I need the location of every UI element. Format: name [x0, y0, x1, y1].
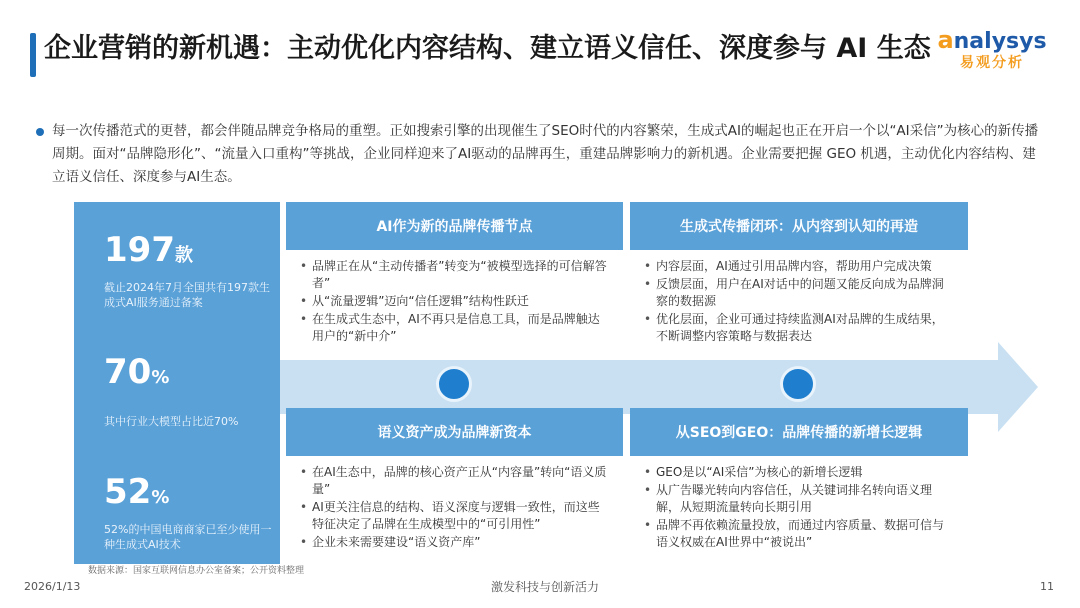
logo-chinese-name: 易观分析	[960, 55, 1024, 71]
card-list	[630, 250, 968, 345]
page-number: 11	[1040, 580, 1054, 593]
card-title: 生成式传播闭环：从内容到认知的再造	[630, 202, 968, 250]
card-list	[286, 456, 623, 551]
stat-unit: %	[151, 487, 170, 508]
stat-70	[104, 352, 274, 429]
card-list	[630, 456, 968, 551]
list-item: • GEO是以“AI采信”为核心的新增长逻辑	[644, 464, 954, 481]
data-source-note: 数据来源：国家互联网信息办公室备案；公开资料整理	[88, 566, 305, 576]
stats-column	[74, 202, 280, 564]
title-accent-bar	[30, 33, 36, 77]
stat-number: 52	[104, 472, 152, 512]
card-semantic-assets	[286, 408, 623, 564]
stat-number: 197	[104, 230, 175, 270]
list-item: • 在AI生态中，品牌的核心资产正从“内容量”转向“语义质量”	[300, 464, 609, 498]
card-ai-brand-node	[286, 202, 623, 360]
list-item: • 企业未来需要建设“语义资产库”	[300, 534, 609, 551]
card-title: 语义资产成为品牌新资本	[286, 408, 623, 456]
stat-unit: 款	[174, 245, 193, 266]
page-title: 企业营销的新机遇：主动优化内容结构、建立语义信任、深度参与 AI 生态	[44, 33, 931, 64]
connector-dot-icon	[436, 366, 472, 402]
stat-description: 52%的中国电商商家已至少使用一种生成式AI技术	[104, 523, 272, 551]
list-item: • 从广告曝光转向内容信任，从关键词排名转向语义理解，从短期流量转向长期引用	[644, 482, 954, 516]
card-seo-to-geo	[630, 408, 968, 564]
intro-bullet-icon	[36, 128, 44, 136]
stat-description: 截止2024年7月全国共有197款生成式AI服务通过备案	[104, 281, 270, 309]
arrow-right-icon	[998, 342, 1038, 432]
card-generative-loop	[630, 202, 968, 360]
connector-dot-icon	[780, 366, 816, 402]
list-item: • 内容层面，AI通过引用品牌内容，帮助用户完成决策	[644, 258, 954, 275]
analysys-logo	[932, 26, 1052, 72]
list-item: • 优化层面，企业可通过持续监测AI对品牌的生成结果，不断调整内容策略与数据表达	[644, 311, 954, 345]
main-panel	[74, 202, 1034, 564]
intro-paragraph: 每一次传播范式的更替，都会伴随品牌竞争格局的重塑。正如搜索引擎的出现催生了SEO时代的内容繁荣，生成式AI的崛起也正在开启一个以“AI采信”为核心的新传播周期。面对“品牌隐形化”、“流量入口重构”等挑战，企业同样迎来了AI驱动的品牌再生，重建品牌影响力的新机遇。企业需要把握 GEO 机遇，主动优化内容结构、建立语义信任、深度参与AI生态。	[52, 123, 1039, 185]
footer-date: 2026/1/13	[24, 580, 81, 593]
list-item: • 品牌正在从“主动传播者”转变为“被模型选择的可信解答者”	[300, 258, 609, 292]
list-item: • 在生成式生态中，AI不再只是信息工具，而是品牌触达用户的“新中介”	[300, 311, 609, 345]
list-item: • 品牌不再依赖流量投放，而通过内容质量、数据可信与语义权威在AI世界中“被说出”	[644, 517, 954, 551]
progress-arrow-band	[280, 360, 998, 414]
list-item: • 从“流量逻辑”迈向“信任逻辑”结构性跃迁	[300, 293, 609, 310]
logo-wordmark-text: nalysys	[953, 29, 1047, 54]
list-item: • AI更关注信息的结构、语义深度与逻辑一致性，而这些特征决定了品牌在生成模型中的“可引用性”	[300, 499, 609, 533]
stat-197	[104, 230, 274, 310]
logo-wordmark	[932, 26, 1052, 54]
footer-slogan: 激发科技与创新活力	[490, 580, 599, 594]
card-list	[286, 250, 623, 345]
logo-wordmark-prefix: a	[937, 26, 954, 54]
card-title: AI作为新的品牌传播节点	[286, 202, 623, 250]
list-item: • 反馈层面，用户在AI对话中的问题又能反向成为品牌洞察的数据源	[644, 276, 954, 310]
stat-52	[104, 472, 274, 552]
card-title: 从SEO到GEO：品牌传播的新增长逻辑	[630, 408, 968, 456]
stat-unit: %	[151, 367, 170, 388]
stat-number: 70	[104, 352, 152, 392]
stat-description: 其中行业大模型占比近70%	[104, 415, 239, 428]
